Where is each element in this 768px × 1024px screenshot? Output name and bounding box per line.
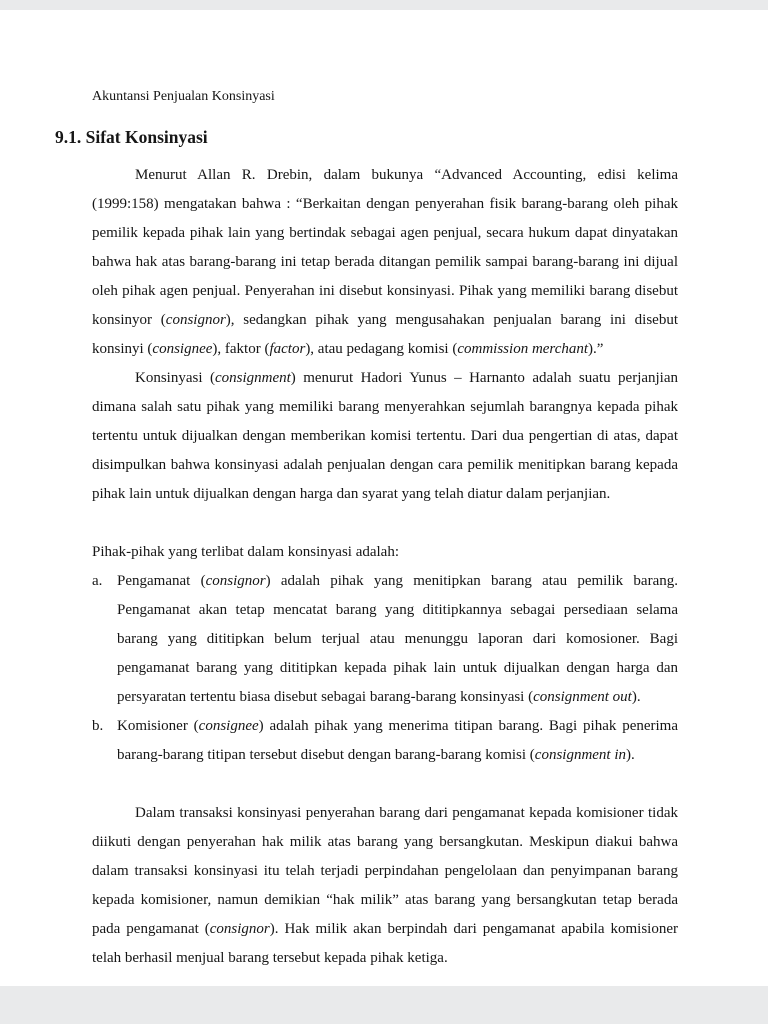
list-item-text xyxy=(117,718,678,763)
section-heading: 9.1. Sifat Konsinyasi xyxy=(55,127,208,147)
italic-term: commission merchant xyxy=(457,341,589,357)
italic-term: consignment xyxy=(214,370,291,386)
italic-term: consignee xyxy=(198,718,259,734)
italic-term: consignor xyxy=(209,921,270,937)
page-edge-top xyxy=(0,0,768,10)
italic-term: factor xyxy=(269,341,306,357)
text-run: ).” xyxy=(588,341,604,357)
italic-term: consignee xyxy=(152,341,213,357)
page-edge-bottom xyxy=(0,986,768,1024)
text-run: ), sedangkan pihak yang mengusahakan penjualan barang ini disebut konsinyi ( xyxy=(92,312,678,357)
paragraph-parties-intro xyxy=(92,538,678,567)
text-run: ) adalah pihak yang menerima titipan barang. Bagi pihak penerima barang-barang titipan tersebut disebut dengan barang-barang komisi ( xyxy=(117,718,679,763)
text-run: Menurut Allan R. Drebin, dalam bukunya “Advanced Accounting, edisi kelima (1999:158) mengatakan bahwa : “Berkaitan dengan penyerahan fisik barang-barang oleh pihak pemilik kepada pihak lain yang bertindak sebagai agen penjual, secara hukum dapat dinyatakan bahwa hak atas barang-barang ini tetap berada ditangan pemilik sampai barang-barang ini dijual oleh pihak agen penjual. Penyerahan ini disebut konsinyasi. Pihak yang memiliki barang disebut konsinyor ( xyxy=(92,167,678,328)
list-marker: b. xyxy=(92,718,104,734)
paragraph-hadori-yunus-definition xyxy=(92,364,678,509)
paragraph-hak-milik xyxy=(92,799,678,973)
text-run: Komisioner ( xyxy=(117,718,199,734)
text-run: ). Hak milik akan berpindah dari pengamanat apabila komisioner telah berhasil menjual barang tersebut kepada pihak ketiga. xyxy=(92,921,678,966)
text-run: Dalam transaksi konsinyasi penyerahan barang dari pengamanat kepada komisioner tidak diikuti dengan penyerahan hak milik atas barang yang bersangkutan. Meskipun diakui bahwa dalam transaksi konsinyasi itu telah terjadi perpindahan pengelolaan dan penyimpanan barang kepada komisioner, namun demikian “hak milik” atas barang yang bersangkutan tetap berada pada pengamanat ( xyxy=(92,805,678,937)
text-run: Pihak-pihak yang terlibat dalam konsinyasi adalah: xyxy=(92,544,400,560)
list-marker: a. xyxy=(92,573,103,589)
text-run: Konsinyasi ( xyxy=(135,370,215,386)
text-run: ), faktor ( xyxy=(212,341,270,357)
text-run: ) menurut Hadori Yunus – Harnanto adalah suatu perjanjian dimana salah satu pihak yang memiliki barang menyerahkan sejumlah barangnya kepada pihak tertentu untuk dijualkan dengan memberikan komisi tertentu. Dari dua pengertian di atas, dapat disimpulkan bahwa konsinyasi adalah penjualan dengan cara pemilik menitipkan barang kepada pihak lain untuk dijualkan dengan harga dan syarat yang telah diatur dalam perjanjian. xyxy=(92,370,679,502)
italic-term: consignment in xyxy=(534,747,627,763)
list-item-pengamanat xyxy=(92,567,678,712)
text-run: ). xyxy=(626,747,635,763)
text-run: ) adalah pihak yang menitipkan barang atau pemilik barang. Pengamanat akan tetap mencatat barang yang dititipkannya sebagai persediaan selama barang yang dititipkan belum terjual atau menunggu laporan dari komosioner. Bagi pengamanat barang yang dititipkan kepada pihak lain untuk dijualkan dengan harga dan persyaratan tertentu biasa disebut sebagai barang-barang konsinyasi ( xyxy=(117,573,678,705)
list-item-text xyxy=(117,573,678,705)
italic-term: consignor xyxy=(165,312,226,328)
document-content xyxy=(55,88,679,973)
text-run: ). xyxy=(631,689,641,705)
running-header: Akuntansi Penjualan Konsinyasi xyxy=(92,89,275,104)
text-run: Pengamanat ( xyxy=(117,573,206,589)
text-run: ), atau pedagang komisi ( xyxy=(305,341,458,357)
italic-term: consignor xyxy=(205,573,266,589)
list-item-komisioner xyxy=(92,712,678,770)
paragraph-drebin-definition xyxy=(92,161,678,364)
italic-term: consignment out xyxy=(533,689,632,705)
document-body xyxy=(92,161,678,973)
